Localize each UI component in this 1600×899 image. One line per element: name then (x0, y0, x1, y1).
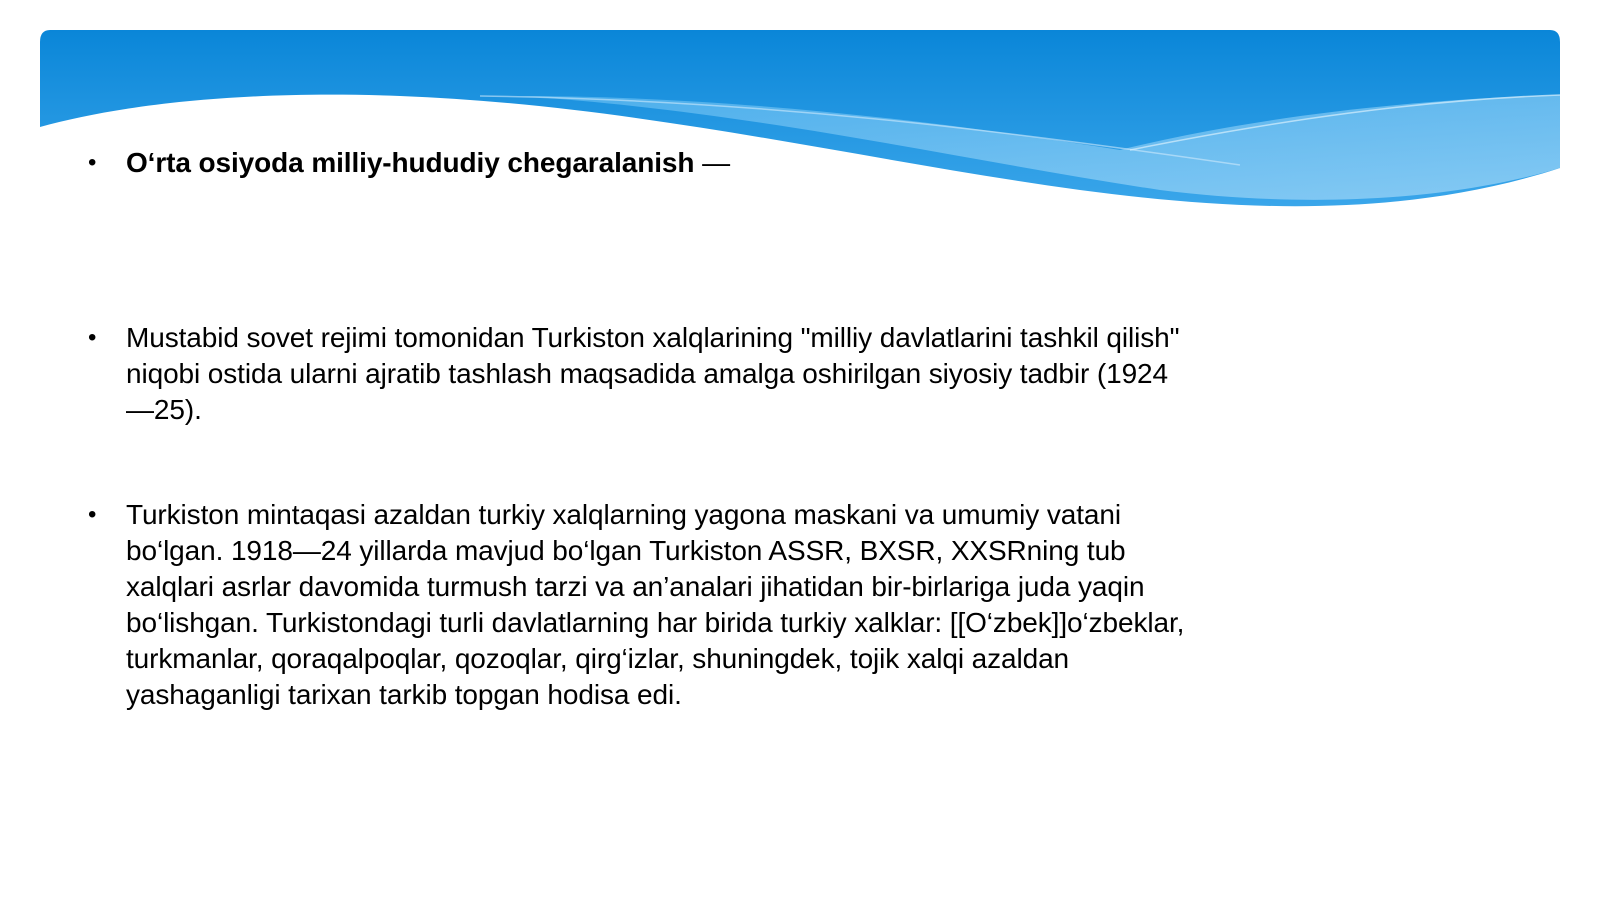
bullet-title-suffix: — (694, 147, 730, 178)
bullet-item-2 (88, 320, 1188, 428)
bullet-item-1 (88, 145, 1188, 181)
bullet-text: Mustabid sovet rejimi tomonidan Turkiston xalqlarining "milliy davlatlarini tashkil qilish" niqobi ostida ularni ajratib tashlash maqsadida amalga oshirilgan siyosiy tadbir (1924—25). (126, 322, 1180, 425)
bullet-bold-title: O‘rta osiyoda milliy-hududiy chegaralanish (126, 147, 695, 178)
bullet-marker: • (88, 501, 97, 528)
bullet-text (126, 145, 1188, 181)
bullet-text: Turkiston mintaqasi azaldan turkiy xalqlarning yagona maskani va umumiy vatani bo‘lgan. 1918—24 yillarda mavjud bo‘lgan Turkiston ASSR, BXSR, XXSRning tub xalqlari asrlar davomida turmush tarzi va an’analari jihatidan bir-birlariga juda yaqin bo‘lishgan. Turkistondagi turli davlatlarning har birida turkiy xalklar: [[O‘zbek]]o‘zbeklar, turkmanlar, qoraqalpoqlar, qozoqlar, qirg‘izlar, shuningdek, tojik xalqi azaldan yashaganligi tarixan tarkib topgan hodisa edi. (126, 499, 1185, 710)
bullet-marker: • (88, 324, 97, 351)
bullet-marker: • (88, 149, 97, 176)
bullet-item-3 (88, 497, 1188, 713)
